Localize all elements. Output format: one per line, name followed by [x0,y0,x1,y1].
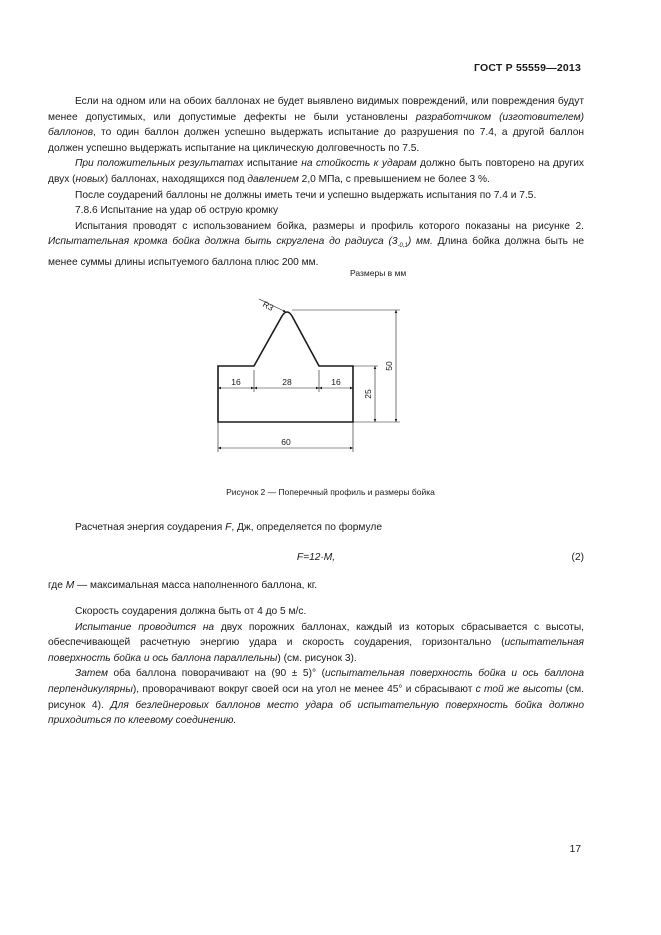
text-block-bottom [48,604,584,729]
striker-outline [218,312,353,422]
paragraph-2: При положительных результатах испытание на стойкость к ударам должно быть повторено на других двух (новых) баллонах, находящихся под давлением 2,0 МПа, с превышением не более 3 %. [48,158,585,185]
paragraph-5: Испытания проводят с использованием бойка, размеры и профиль которого показаны на рисунке 2. Испытательная кромка бойка должна быть скруглена до радиуса $(3_{-0,1})$ мм. Длина бойка должна быть не менее суммы длины испытуемого баллона плюс 200 мм. [48,220,584,268]
section-heading-7-8-6: 7.8.6 Испытание на удар об острую кромку [75,205,279,217]
paragraph-energy: Расчетная энергия соударения F, Дж, определяется по формуле [75,522,383,533]
dim-label-left: 16 [231,377,241,387]
text-block-energy [48,520,584,536]
figure-caption: Рисунок 2 — Поперечный профиль и размеры бойка [226,487,435,497]
dim-label-base-height: 25 [363,389,373,399]
paragraph-test-empty: Испытание проводится на двух порожних баллонах, каждый из которых сбрасывается с высоты, обеспечивающей расчетную энергию удара и скорость соударения, горизонтально (испытательная поверхность бойка и ось баллона параллельны) (см. рисунок 3). [48,621,585,664]
paragraph-3: После соударений баллоны не должны иметь течи и успешно выдержать испытания по 7.4 и 7.5. [75,189,537,201]
formula-number: (2) [571,552,584,563]
dim-label-radius: R3 [261,298,276,313]
document-header: ГОСТ Р 55559—2013 [473,62,581,74]
figure-units-label: Размеры в мм [350,268,407,278]
paragraph-rotate: Затем оба баллона поворачивают на (90 ± 5)° (испытательная поверхность бойка и ось баллона перпендикулярны), проворачивают вокруг своей оси на угол не менее 45° и сбрасывают с той же высоты (см. рисунок 4). Для безлейнеровых баллонов место удара об испытательную поверхность бойка должно приходиться по клеевому соединению. [48,668,585,727]
dim-label-width: 60 [281,437,291,447]
page-number: 17 [569,844,581,855]
dim-label-right: 16 [331,377,341,387]
paragraph-speed: Скорость соударения должна быть от 4 до 5 м/с. [75,606,307,617]
dim-label-total-height: 50 [384,361,394,371]
dim-label-middle: 28 [282,377,292,387]
formula-where: где M — максимальная масса наполненного баллона, кг. [48,580,318,591]
formula: F=12·M, [296,552,336,563]
paragraph-1: Если на одном или на обоих баллонах не будет выявлено видимых повреждений, или повреждения будут менее допустимых, или допустимые дефекты не были установлены разработчиком (изготовителем) баллонов, то один баллон должен успешно выдержать испытание до разрушения по 7.4, а другой баллон должен успешно выдержать испытание на циклическую долговечность по 7.5. [48,96,584,154]
